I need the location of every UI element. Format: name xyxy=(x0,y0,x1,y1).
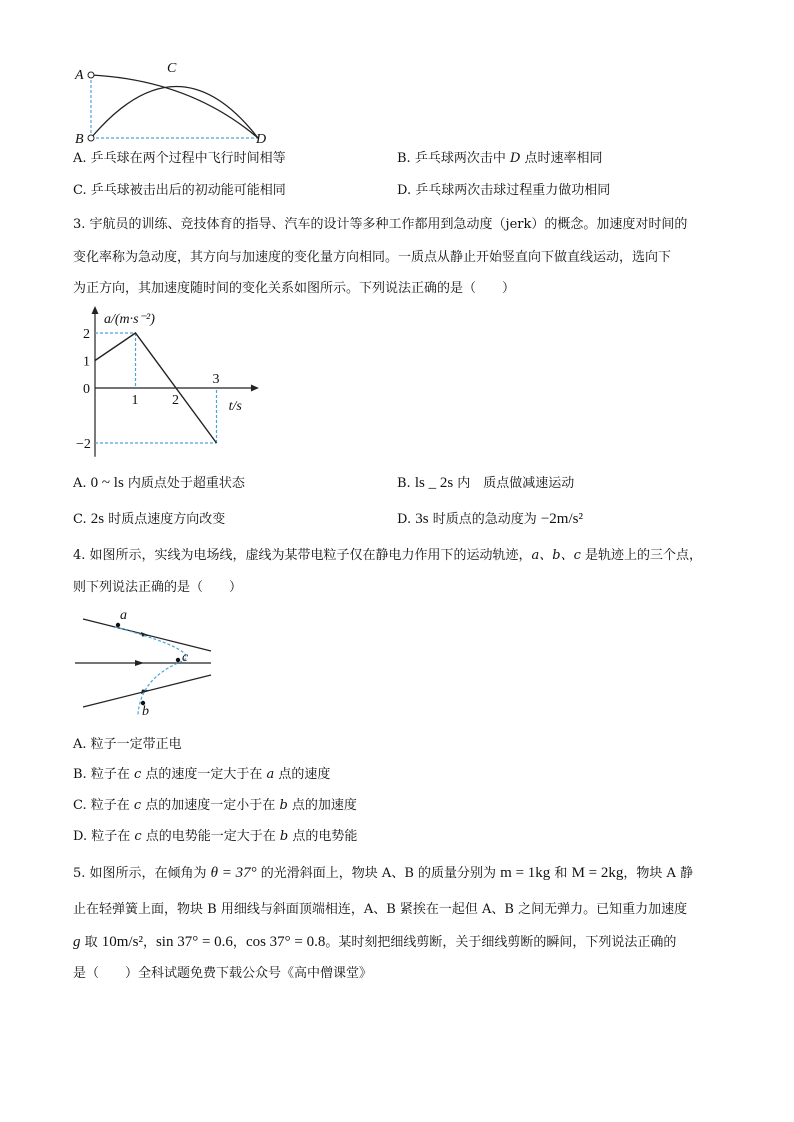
q5-line-4: 是（ ）全科试题免费下载公众号《高中僧课堂》 xyxy=(73,966,373,981)
y-axis-arrow xyxy=(92,306,99,314)
x-axis-label: t/s xyxy=(228,399,242,414)
trajectory-b-to-d xyxy=(91,87,258,139)
label-d: D xyxy=(256,132,267,147)
x-tick-label: 3 xyxy=(212,372,220,387)
point-a xyxy=(88,72,94,78)
q3-option-d: D. 3s 时质点的急动度为 −2m/s² xyxy=(397,511,583,527)
label-a: a xyxy=(120,608,127,623)
y-axis-label: a/(m·s⁻²) xyxy=(104,312,155,327)
q4-line-2: 则下列说法正确的是（ ） xyxy=(73,580,243,595)
label-c: C xyxy=(167,61,177,76)
point-c-dot xyxy=(176,658,180,662)
x-axis-arrow xyxy=(251,385,259,392)
q5-line-3: g 取 10m/s²，sin 37° = 0.6，cos 37° = 0.8。某时刻把细线剪断，关于细线剪断的瞬间，下列说法正确的 xyxy=(73,934,677,950)
q3-option-c: C. 2s 时质点速度方向改变 xyxy=(73,511,226,527)
y-tick-label: 0 xyxy=(83,382,90,397)
y-tick-label: 1 xyxy=(83,354,90,370)
q3-line-2: 变化率称为急动度，其方向与加速度的变化量方向相同。一质点从静止开始竖直向下做直线运动，选向下 xyxy=(73,250,672,265)
q4-option-b: B. 粒子在 c 点的速度一定大于在 a 点的速度 xyxy=(73,767,331,782)
q3-option-b: B. ls _ 2s 内 质点做减速运动 xyxy=(397,475,575,491)
y-tick-label: 2 xyxy=(83,327,90,342)
label-b: b xyxy=(142,704,149,719)
x-tick-label: 1 xyxy=(131,393,139,408)
q4-line-1: 4. 如图所示，实线为电场线，虚线为某带电粒子仅在静电力作用下的运动轨迹，a、b、c 是轨迹上的三个点， xyxy=(73,548,703,563)
q4-option-c: C. 粒子在 c 点的加速度一定小于在 b 点的加速度 xyxy=(73,798,357,813)
label-b: B xyxy=(75,132,84,147)
point-b xyxy=(88,135,94,141)
y-tick-label: −2 xyxy=(76,437,91,452)
point-a-dot xyxy=(116,623,120,627)
acceleration-time-chart xyxy=(70,305,280,460)
trajectory-a-to-d xyxy=(91,75,258,138)
q2-option-b: B. 乒乓球两次击中 D 点时速率相同 xyxy=(397,151,603,166)
arrow-middle xyxy=(135,660,144,666)
x-tick-label: 2 xyxy=(172,393,179,408)
field-lines-figure xyxy=(70,605,220,720)
q4-option-d: D. 粒子在 c 点的电势能一定大于在 b 点的电势能 xyxy=(73,829,358,844)
particle-trajectory xyxy=(115,627,186,715)
q3-option-a: A. 0 ~ ls 内质点处于超重状态 xyxy=(73,475,245,491)
label-c: c xyxy=(182,650,189,665)
label-a: A xyxy=(75,68,84,83)
q3-line-3: 为正方向，其加速度随时间的变化关系如图所示。下列说法正确的是（ ） xyxy=(73,281,516,296)
q2-option-d: D. 乒乓球两次击球过程重力做功相同 xyxy=(397,183,611,198)
q2-option-a: A. 乒乓球在两个过程中飞行时间相等 xyxy=(73,151,286,166)
q2-option-c: C. 乒乓球被击出后的初动能可能相同 xyxy=(73,183,286,198)
q3-line-1: 3. 宇航员的训练、竞技体育的指导、汽车的设计等多种工作都用到急动度（jerk）的概念。加速度对时间的 xyxy=(73,217,688,232)
q5-line-2: 止在轻弹簧上面，物块 B 用细线与斜面顶端相连，A、B 紧挨在一起但 A、B 之间无弹力。已知重力加速度 xyxy=(73,902,688,917)
projectile-figure xyxy=(70,55,280,150)
q4-option-a: A. 粒子一定带正电 xyxy=(73,737,182,752)
q5-line-1: 5. 如图所示，在倾角为 θ = 37° 的光滑斜面上，物块 A、B 的质量分别为 m = 1kg 和 M = 2kg，物块 A 静 xyxy=(73,865,694,881)
